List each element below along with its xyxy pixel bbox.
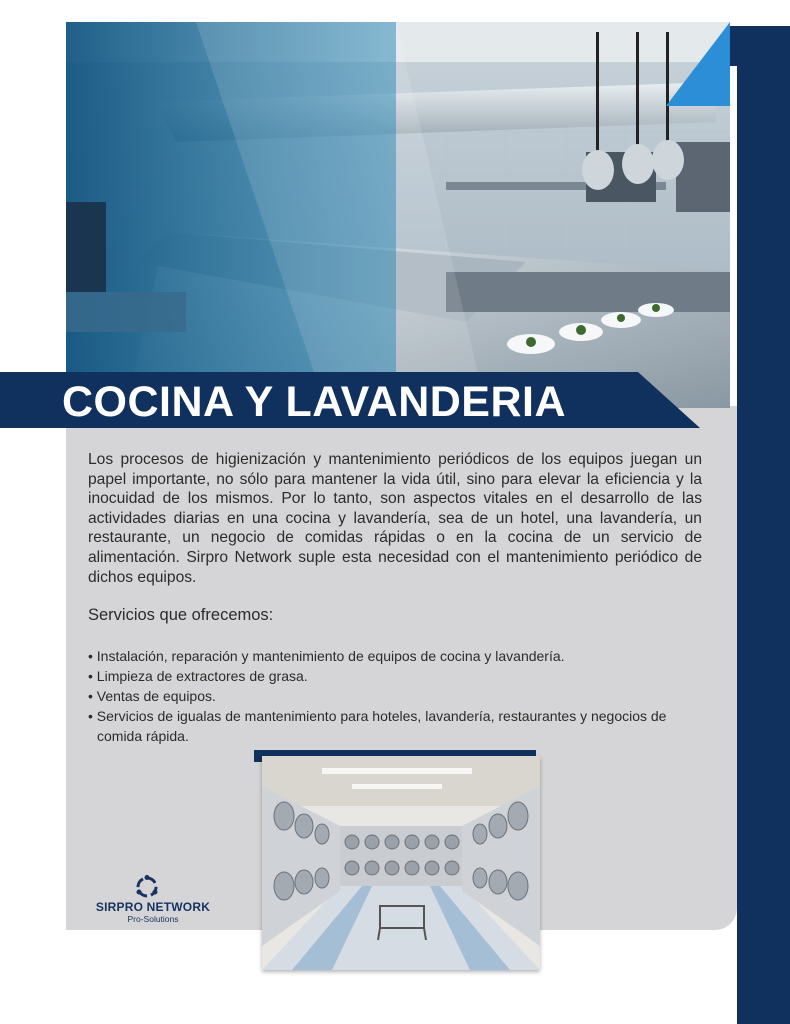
list-item: • Limpieza de extractores de grasa. bbox=[88, 666, 688, 686]
company-logo bbox=[88, 872, 218, 928]
logo-tagline: Pro-Solutions bbox=[127, 914, 179, 924]
kitchen-photo bbox=[66, 22, 730, 408]
laundry-photo bbox=[262, 756, 540, 970]
network-ring-icon bbox=[134, 874, 160, 900]
services-heading: Servicios que ofrecemos: bbox=[88, 606, 274, 624]
list-item: • Ventas de equipos. bbox=[88, 686, 688, 706]
decorative-right-band bbox=[737, 26, 790, 1024]
page-title: COCINA Y LAVANDERIA bbox=[62, 378, 567, 426]
list-item: • Servicios de igualas de mantenimiento para hoteles, lavandería, restaurantes y negocios de comida rápida. bbox=[88, 706, 688, 746]
logo-name: SIRPRO NETWORK bbox=[95, 900, 211, 914]
intro-paragraph: Los procesos de higienización y mantenimiento periódicos de los equipos juegan un papel importante, no sólo para mantener la vida útil, sino para elevar la eficiencia y la inocuidad de los mismos. Por lo tanto, son aspectos vitales en el desarrollo de las actividades diarias en una cocina y lavandería, sea de un hotel, una lavandería, un restaurante, un negocio de comidas rápidas o en la cocina de un servicio de alimentación. Sirpro Network suple esta necesidad con el mantenimiento periódico de dichos equipos. bbox=[88, 451, 702, 586]
list-item: • Instalación, reparación y mantenimiento de equipos de cocina y lavandería. bbox=[88, 646, 688, 666]
services-list bbox=[88, 646, 688, 746]
